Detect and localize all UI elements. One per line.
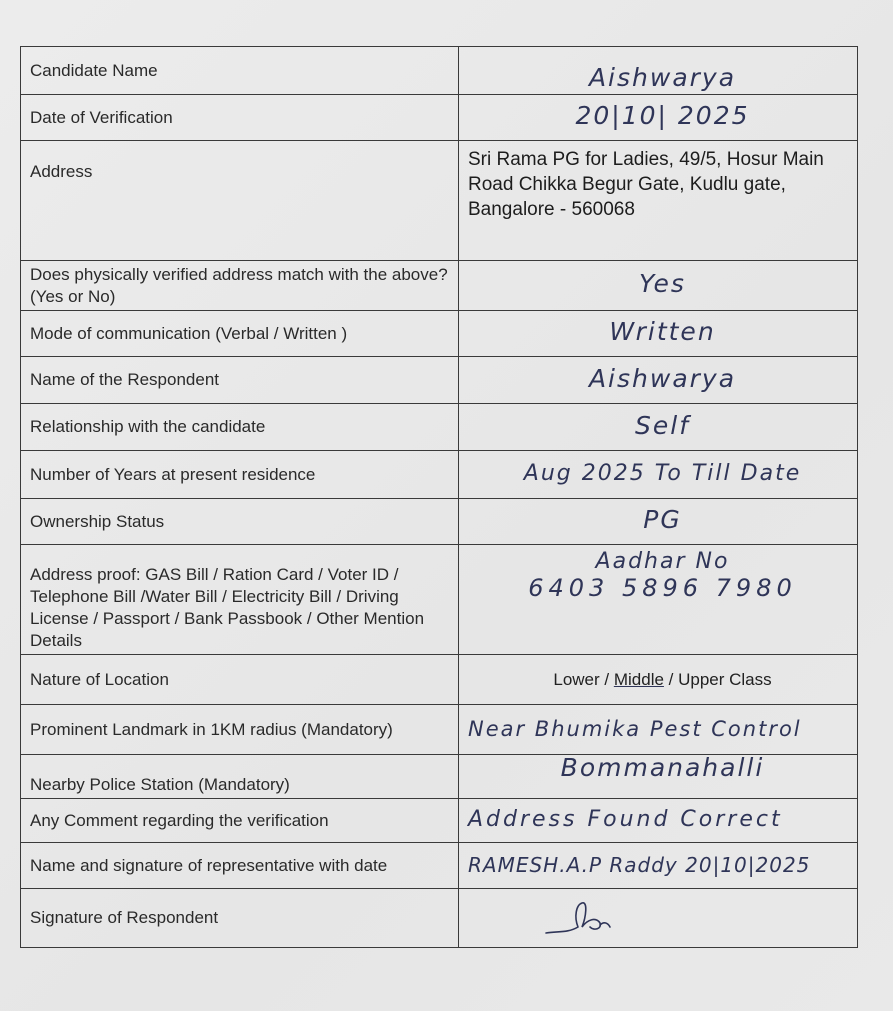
row-respondent-name — [21, 357, 858, 404]
landmark-handwritten: Near Bhumika Pest Control — [468, 716, 802, 741]
value-comment — [459, 799, 858, 843]
label-comment: Any Comment regarding the verification — [21, 799, 459, 843]
option-lower: Lower / — [553, 669, 614, 689]
label-ownership-status: Ownership Status — [21, 499, 459, 545]
row-years-at-residence — [21, 451, 858, 499]
value-years-at-residence — [459, 451, 858, 499]
value-respondent-name — [459, 357, 858, 404]
row-respondent-signature — [21, 889, 858, 948]
value-mode-of-communication — [459, 311, 858, 357]
row-address-match — [21, 261, 858, 311]
row-landmark — [21, 705, 858, 755]
label-respondent-signature: Signature of Respondent — [21, 889, 459, 948]
verification-form-table — [20, 46, 858, 948]
row-date-of-verification — [21, 95, 858, 141]
label-address-proof: Address proof: GAS Bill / Ration Card / Voter ID / Telephone Bill /Water Bill / Electricity Bill / Driving License / Passport / Bank Passbook / Other Mention Details — [21, 545, 459, 655]
label-years-at-residence: Number of Years at present residence — [21, 451, 459, 499]
row-representative — [21, 843, 858, 889]
date-handwritten: 20|10| 2025 — [575, 101, 750, 130]
value-respondent-signature — [459, 889, 858, 948]
row-comment — [21, 799, 858, 843]
respondent-name-handwritten: Aishwarya — [588, 363, 737, 393]
value-relationship — [459, 404, 858, 451]
address-match-handwritten: Yes — [639, 269, 686, 298]
label-candidate-name: Candidate Name — [21, 47, 459, 95]
row-relationship — [21, 404, 858, 451]
label-nature-of-location: Nature of Location — [21, 655, 459, 705]
option-upper: / Upper Class — [663, 669, 772, 689]
row-ownership-status — [21, 499, 858, 545]
row-address-proof — [21, 545, 858, 655]
respondent-signature-mark — [538, 897, 628, 941]
label-mode-of-communication: Mode of communication (Verbal / Written ) — [21, 311, 459, 357]
label-police-station: Nearby Police Station (Mandatory) — [21, 755, 459, 799]
value-address — [459, 141, 858, 261]
address-proof-type-handwritten: Aadhar No — [595, 549, 730, 574]
representative-handwritten: RAMESH.A.P Raddy 20|10|2025 — [468, 852, 811, 877]
police-station-handwritten: Bommanahalli — [560, 754, 765, 782]
ownership-handwritten: PG — [643, 505, 682, 534]
row-address — [21, 141, 858, 261]
row-police-station — [21, 755, 858, 799]
value-address-proof — [459, 545, 858, 655]
label-date-of-verification: Date of Verification — [21, 95, 459, 141]
value-landmark — [459, 705, 858, 755]
label-respondent-name: Name of the Respondent — [21, 357, 459, 404]
value-police-station — [459, 755, 858, 799]
mode-handwritten: Written — [609, 317, 716, 346]
relationship-handwritten: Self — [635, 410, 690, 440]
label-landmark: Prominent Landmark in 1KM radius (Mandatory) — [21, 705, 459, 755]
address-text: Sri Rama PG for Ladies, 49/5, Hosur Main Road Chikka Begur Gate, Kudlu gate, Bangalore - 560068 — [468, 149, 824, 220]
row-mode-of-communication — [21, 311, 858, 357]
comment-handwritten: Address Found Correct — [468, 807, 783, 832]
value-ownership-status — [459, 499, 858, 545]
value-address-match — [459, 261, 858, 311]
label-address: Address — [21, 141, 459, 261]
label-representative: Name and signature of representative with date — [21, 843, 459, 889]
value-nature-of-location — [459, 655, 858, 705]
value-representative — [459, 843, 858, 889]
label-relationship: Relationship with the candidate — [21, 404, 459, 451]
aadhar-number-handwritten: 6403 5896 7980 — [528, 574, 797, 602]
label-address-match: Does physically verified address match with the above?(Yes or No) — [21, 261, 459, 311]
candidate-name-handwritten: Aishwarya — [588, 63, 737, 92]
row-nature-of-location — [21, 655, 858, 705]
option-middle-selected: Middle — [613, 669, 664, 689]
value-date-of-verification — [459, 95, 858, 141]
row-candidate-name — [21, 47, 858, 95]
value-candidate-name — [459, 47, 858, 95]
years-handwritten: Aug 2025 To Till Date — [523, 461, 802, 486]
